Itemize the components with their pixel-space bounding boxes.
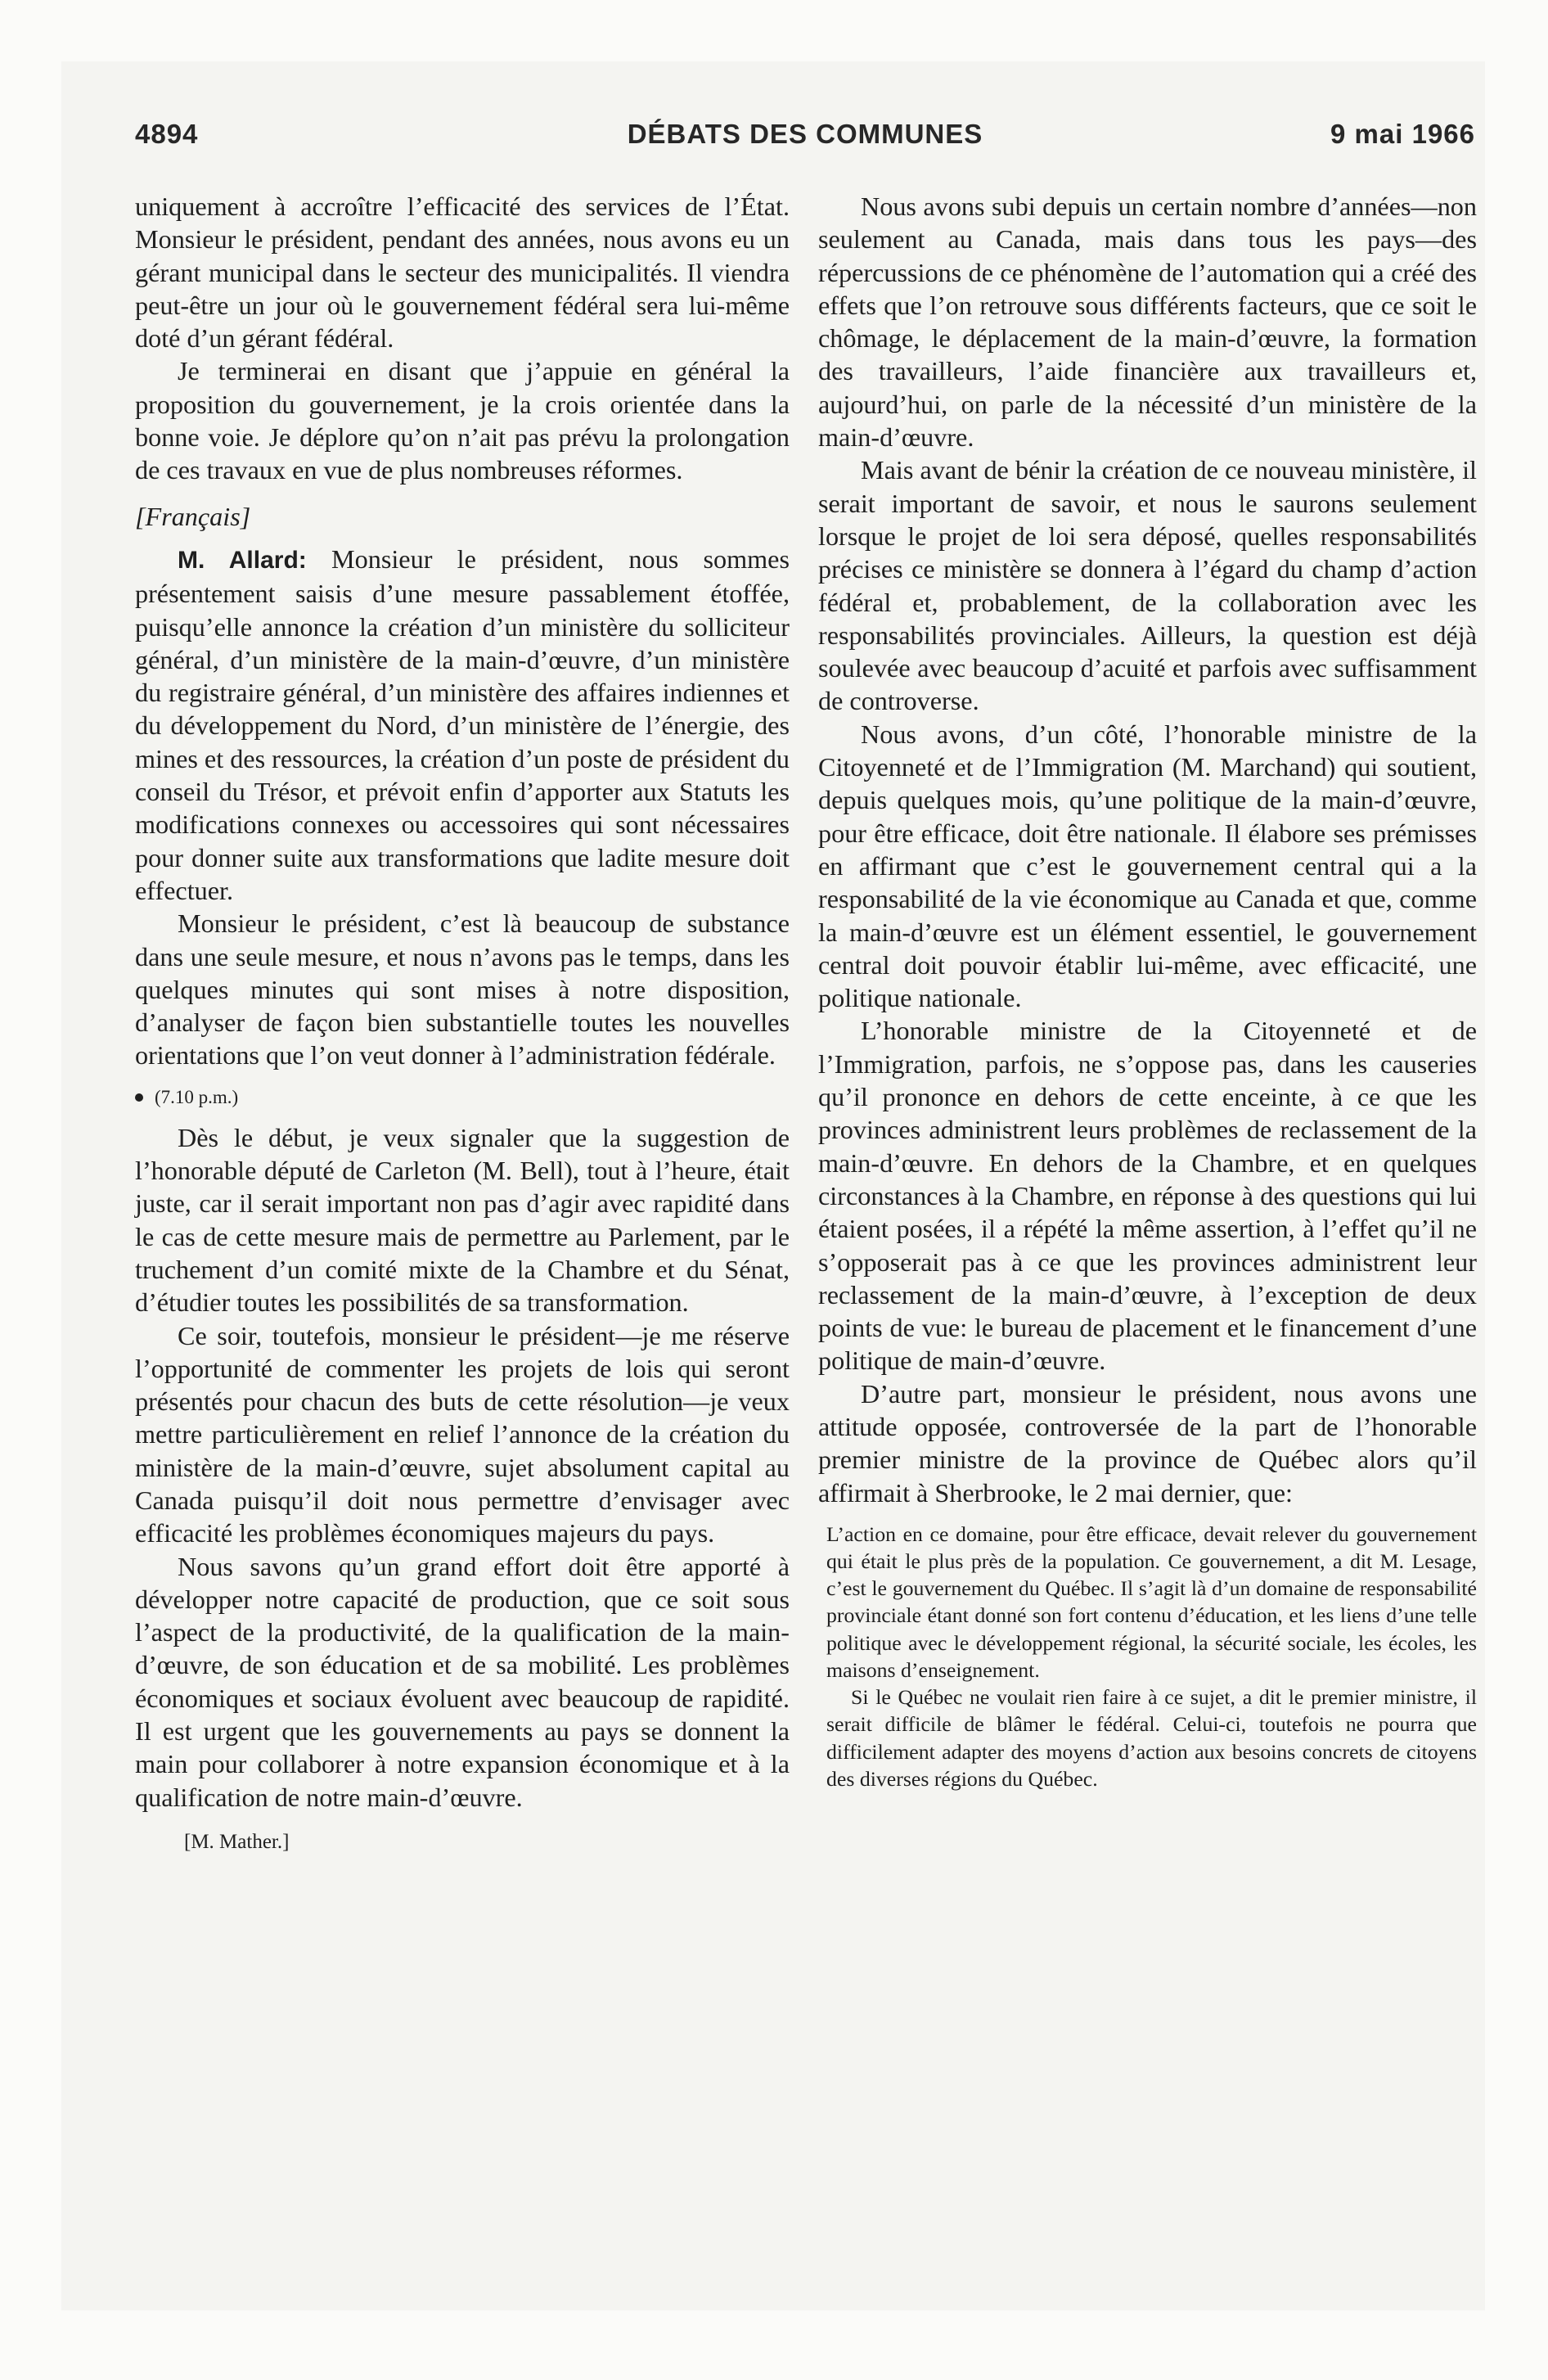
paragraph: Nous savons qu’un grand effort doit être apporté à développer notre capacité de production, que ce soit sous l’aspect de la productivité, de la qualification de la main-d’œuvre, de son éducation et de sa mobilité. Les problèmes économiques et sociaux évoluent avec beaucoup de rapidité. Il est urgent que les gouvernements au pays se donnent la main pour collaborer à notre expansion économique et à la qualification de notre main-d’œuvre. — [135, 1551, 790, 1812]
paragraph: uniquement à accroître l’efficacité des services de l’État. Monsieur le président, pendant des années, nous avons eu un gérant municipal dans le secteur des municipalités. Il viendra peut-être un jour où le gouvernement fédéral sera lui-même doté d’un gérant fédéral. — [135, 192, 790, 354]
paragraph: Monsieur le président, c’est là beaucoup de substance dans une seule mesure, et nous n’avons pas le temps, dans les quelques minutes qui sont mises à notre disposition, d’analyser de façon bien substantielle toutes les nouvelles orientations que l’on veut donner à l’administration fédérale. — [135, 908, 790, 1071]
publication-title: DÉBATS DES COMMUNES — [627, 119, 983, 149]
paragraph: Nous avons, d’un côté, l’honorable ministre de la Citoyenneté et de l’Immigration (M. Marchand) qui soutient, depuis quelques mois, qu’une politique de la main-d’œuvre, pour être efficace, doit être nationale. Il élabore ses prémisses en affirmant que c’est le gouvernement central qui a la responsabilité de la vie économique au Canada et que, comme la main-d’œuvre est un élément essentiel, le gouvernement central doit pouvoir établir lui-même, avec efficacité, une politique nationale. — [818, 719, 1477, 1013]
block-quote: L’action en ce domaine, pour être efficace, devait relever du gouvernement qui était le plus près de la population. Ce gouvernement, a dit M. Lesage, c’est le gouvernement du Québec. Il s’agit là d’un domaine de responsabilité provinciale étant donné son fort contenu d’éducation, et les liens d’une telle politique avec le développement régional, la sécurité sociale, les écoles, les maisons d’enseignement. — [826, 1521, 1477, 1682]
speech-paragraph — [135, 543, 790, 907]
paragraph: Mais avant de bénir la création de ce nouveau ministère, il serait important de savoir, et nous le saurons seulement lorsque le projet de loi sera déposé, quelles responsabilités précises ce ministère se donnera à l’égard du champ d’action fédéral et, probablement, de la collaboration avec les responsabilités provinciales. Ailleurs, la question est déjà soulevée avec beaucoup d’acuité et parfois avec suffisamment de controverse. — [818, 455, 1477, 716]
issue-date: 9 mai 1966 — [1330, 119, 1475, 149]
paragraph: Ce soir, toutefois, monsieur le président—je me réserve l’opportunité de commenter les projets de lois qui seront présentés pour chacun des buts de cette résolution—je veux mettre particulièrement en relief l’annonce de la création du ministère de la main-d’œuvre, sujet absolument capital au Canada puisqu’il doit nous permettre d’envisager avec efficacité les problèmes économiques majeurs du pays. — [135, 1320, 790, 1548]
time-stamp: (7.10 p.m.) — [155, 1086, 239, 1107]
speaker-name: M. Allard: — [178, 546, 307, 574]
speaker-tag: [M. Mather.] — [184, 1830, 290, 1853]
paragraph: Je terminerai en disant que j’appuie en général la proposition du gouvernement, je la crois orientée dans la bonne voie. Je déplore qu’on n’ait pas prévu la prolongation de ces travaux en vue de plus nombreuses réformes. — [135, 356, 790, 485]
paragraph: D’autre part, monsieur le président, nous avons une attitude opposée, controversée de la part de l’honorable premier ministre de la province de Québec alors qu’il affirmait à Sherbrooke, le 2 mai dernier, que: — [818, 1378, 1477, 1508]
right-column — [818, 190, 1477, 1792]
language-marker: [Français] — [135, 501, 251, 531]
block-quote: Si le Québec ne voulait rien faire à ce sujet, a dit le premier ministre, il serait difficile de blâmer le fédéral. Celui-ci, toutefois ne pourra que difficilement adapter des moyens d’action aux besoins concrets de citoyens des diverses régions du Québec. — [826, 1685, 1477, 1791]
paragraph: Nous avons subi depuis un certain nombre d’années—non seulement au Canada, mais dans tous les pays—des répercussions de ce phénomène de l’automation qui a créé des effets que l’on retrouve sous différents facteurs, que ce soit le chômage, le déplacement de la main-d’œuvre, la formation des travailleurs, l’aide financière aux travailleurs et, aujourd’hui, on parle de la nécessité d’un ministère de la main-d’œuvre. — [818, 192, 1477, 453]
page-number: 4894 — [135, 119, 199, 149]
speech-text: Monsieur le président, nous sommes présentement saisis d’une mesure passablement étoffée, puisqu’elle annonce la création d’un ministère du solliciteur général, d’un ministère de la main-d’œuvre, d’un ministère du registraire général, d’un ministère des affaires indiennes et du développement du Nord, d’un ministère de l’énergie, des mines et des ressources, la création d’un poste de président du conseil du Trésor, et prévoit enfin d’apporter aux Statuts les modifications connexes ou accessoires qui sont nécessaires pour donner suite aux transformations que ladite mesure doit effectuer. — [135, 543, 790, 905]
paragraph: Dès le début, je veux signaler que la suggestion de l’honorable député de Carleton (M. Bell), tout à l’heure, était juste, car il serait important non pas d’agir avec rapidité dans le cas de cette mesure mais de permettre au Parlement, par le truchement d’un comité mixte de la Chambre et du Sénat, d’étudier toutes les possibilités de sa transformation. — [135, 1122, 790, 1318]
page-header — [135, 119, 1475, 168]
bullet-icon — [135, 1093, 143, 1102]
left-column — [135, 190, 790, 1855]
paragraph: L’honorable ministre de la Citoyenneté et de l’Immigration, parfois, ne s’oppose pas, dans les causeries qu’il prononce en dehors de cette enceinte, à ce que les provinces administrent leurs problèmes de reclassement de la main-d’œuvre. En dehors de la Chambre, et en quelques circonstances à la Chambre, en réponse à des questions qui lui étaient posées, il a répété la même assertion, à l’effet qu’il ne s’opposerait pas à ce que les provinces administrent leur reclassement de la main-d’œuvre, à l’exception de deux points de vue: le bureau de placement et le financement d’une politique de main-d’œuvre. — [818, 1016, 1477, 1376]
time-marker — [135, 1085, 790, 1110]
